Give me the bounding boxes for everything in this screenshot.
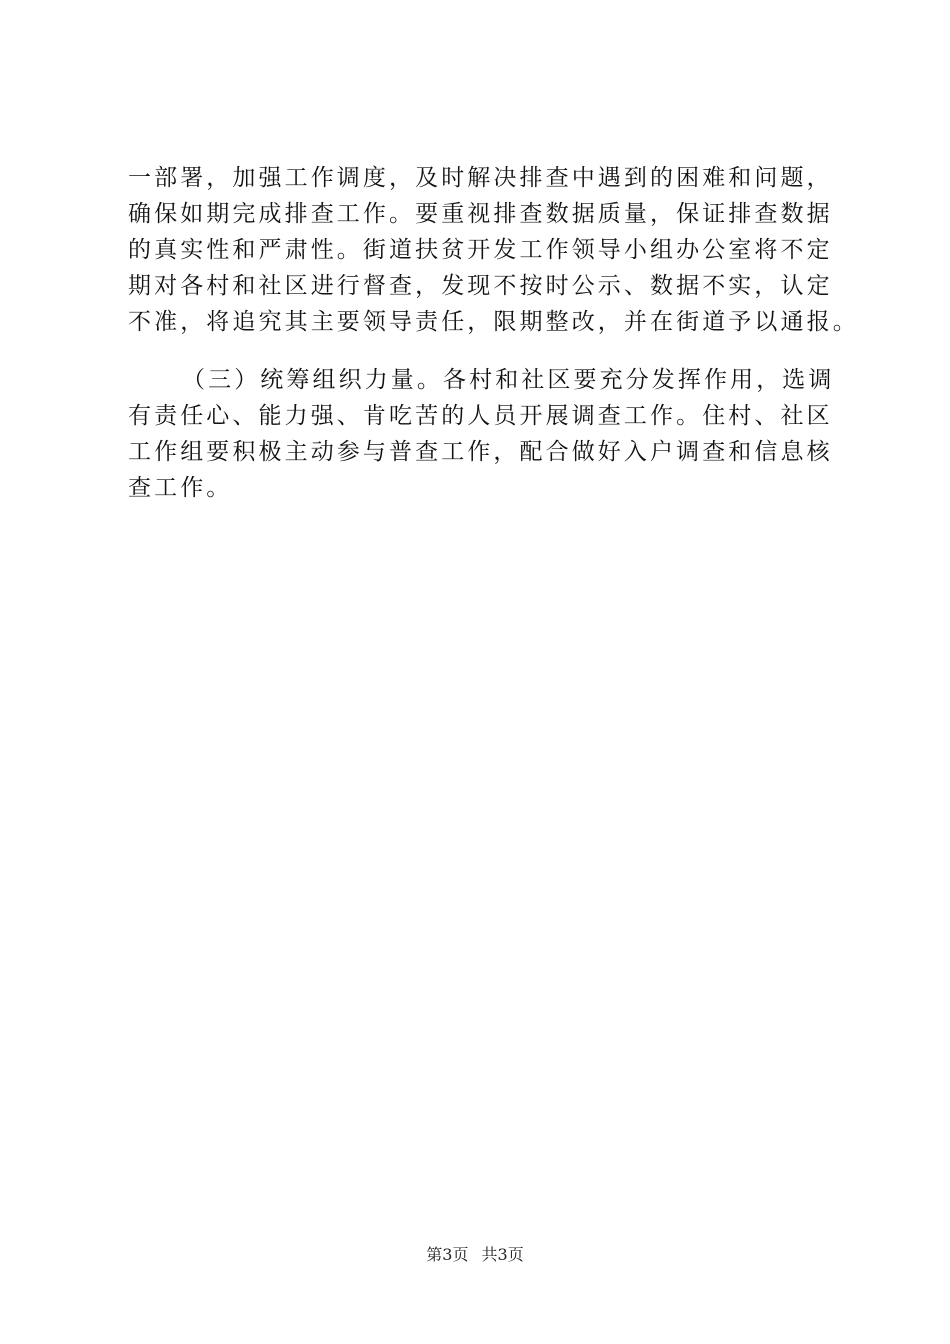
page-total: 共3页 xyxy=(481,1245,524,1264)
paragraph-line: （三）统筹组织力量。各村和社区要充分发挥作用，选调 xyxy=(182,367,835,393)
paragraph-line: 一部署，加强工作调度，及时解决排查中遇到的困难和问题， xyxy=(128,165,833,191)
paragraph-1 xyxy=(128,160,859,340)
paragraph-line: 查工作。 xyxy=(128,475,233,501)
page-footer xyxy=(0,1245,950,1265)
paragraph-line: 的真实性和严肃性。街道扶贫开发工作领导小组办公室将不定 xyxy=(128,237,833,263)
paragraph-line: 确保如期完成排查工作。要重视排查数据质量，保证排查数据 xyxy=(128,201,833,227)
page-number: 第3页 xyxy=(426,1245,469,1264)
paragraph-line: 不准，将追究其主要领导责任，限期整改，并在街道予以通报。 xyxy=(128,309,859,335)
paragraph-line: 工作组要积极主动参与普查工作，配合做好入户调查和信息核 xyxy=(128,439,833,465)
document-body xyxy=(128,160,859,506)
paragraph-line: 有责任心、能力强、肯吃苦的人员开展调查工作。住村、社区 xyxy=(128,403,833,429)
paragraph-spacer xyxy=(128,340,848,362)
paragraph-2 xyxy=(128,362,848,506)
paragraph-line: 期对各村和社区进行督查，发现不按时公示、数据不实，认定 xyxy=(128,273,833,299)
